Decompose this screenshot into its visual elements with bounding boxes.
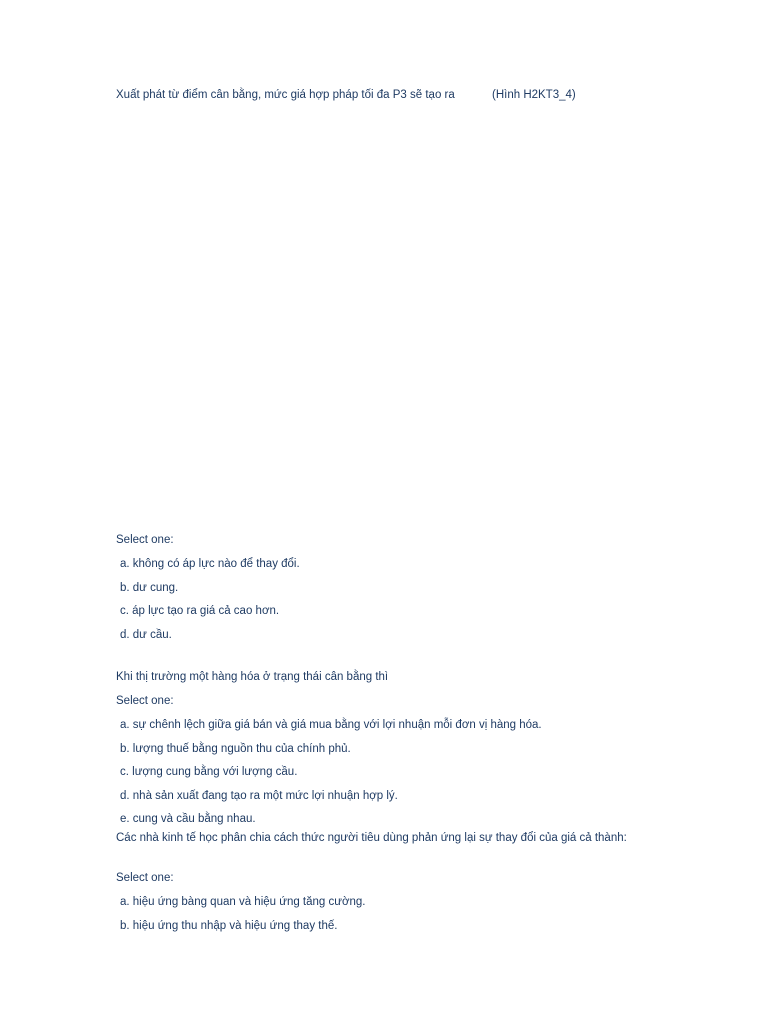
question-2-option-d[interactable]: d. nhà sản xuất đang tạo ra một mức lợi nhuận hợp lý. — [120, 790, 398, 802]
question-1-option-b[interactable]: b. dư cung. — [120, 582, 179, 594]
question-3-prompt: Các nhà kinh tế học phân chia cách thức người tiêu dùng phản ứng lại sự thay đổi của giá cả thành: — [116, 832, 627, 844]
question-2-option-b[interactable]: b. lượng thuế bằng nguồn thu của chính phủ. — [120, 743, 351, 755]
question-1-prompt: Xuất phát từ điểm cân bằng, mức giá hợp pháp tối đa P3 sẽ tạo ra — [116, 89, 455, 101]
figure-placeholder — [116, 110, 636, 520]
question-2-option-c[interactable]: c. lượng cung bằng với lượng cầu. — [120, 766, 298, 778]
question-2-prompt: Khi thị trường một hàng hóa ở trạng thái cân bằng thì — [116, 671, 389, 683]
question-2-option-a[interactable]: a. sự chênh lệch giữa giá bán và giá mua bằng với lợi nhuận mỗi đơn vị hàng hóa. — [120, 719, 542, 731]
question-3-option-b[interactable]: b. hiệu ứng thu nhập và hiệu ứng thay thế. — [120, 920, 338, 932]
question-3-select-label: Select one: — [116, 872, 174, 884]
question-3-option-a[interactable]: a. hiệu ứng bàng quan và hiệu ứng tăng cường. — [120, 896, 366, 908]
question-1-option-d[interactable]: d. dư cầu. — [120, 629, 172, 641]
question-1-select-label: Select one: — [116, 534, 174, 546]
question-1-option-c[interactable]: c. áp lực tạo ra giá cả cao hơn. — [120, 605, 280, 617]
figure-reference: (Hình H2KT3_4) — [492, 89, 576, 101]
question-2-option-e[interactable]: e. cung và cầu bằng nhau. — [120, 813, 256, 825]
question-1-option-a[interactable]: a. không có áp lực nào để thay đổi. — [120, 558, 300, 570]
question-2-select-label: Select one: — [116, 695, 174, 707]
